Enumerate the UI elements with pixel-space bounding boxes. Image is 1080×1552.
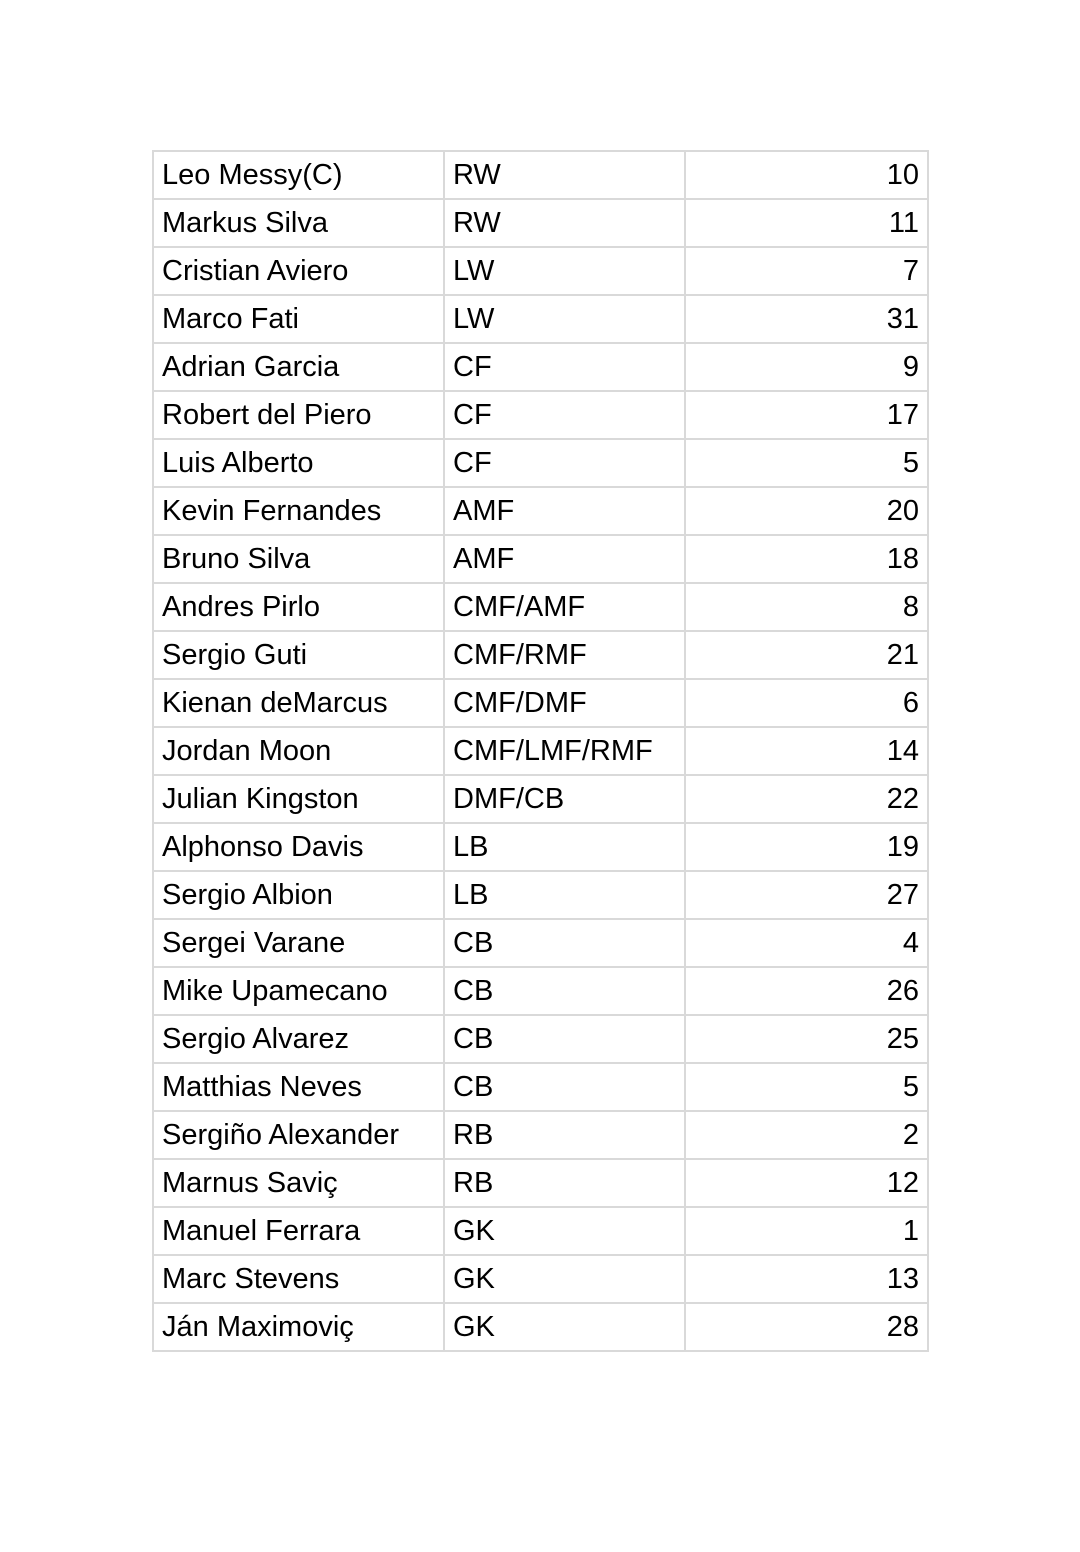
player-name-cell: Mike Upamecano — [153, 967, 444, 1015]
table-row — [153, 535, 928, 583]
table-row — [153, 679, 928, 727]
table-row — [153, 775, 928, 823]
player-name-cell: Sergio Alvarez — [153, 1015, 444, 1063]
shirt-number-cell: 18 — [685, 535, 928, 583]
position-cell: CMF/RMF — [444, 631, 685, 679]
shirt-number-cell: 10 — [685, 151, 928, 199]
table-row — [153, 151, 928, 199]
table-row — [153, 199, 928, 247]
roster-table — [152, 150, 929, 1352]
player-name-cell: Bruno Silva — [153, 535, 444, 583]
shirt-number-cell: 7 — [685, 247, 928, 295]
shirt-number-cell: 22 — [685, 775, 928, 823]
table-row — [153, 631, 928, 679]
table-row — [153, 1015, 928, 1063]
player-name-cell: Marco Fati — [153, 295, 444, 343]
shirt-number-cell: 8 — [685, 583, 928, 631]
roster-table-body — [153, 151, 928, 1351]
position-cell: RW — [444, 151, 685, 199]
position-cell: RB — [444, 1111, 685, 1159]
position-cell: GK — [444, 1207, 685, 1255]
position-cell: AMF — [444, 487, 685, 535]
table-row — [153, 1159, 928, 1207]
player-name-cell: Adrian Garcia — [153, 343, 444, 391]
player-name-cell: Sergio Albion — [153, 871, 444, 919]
player-name-cell: Kienan deMarcus — [153, 679, 444, 727]
table-row — [153, 1111, 928, 1159]
table-row — [153, 1255, 928, 1303]
table-row — [153, 295, 928, 343]
shirt-number-cell: 26 — [685, 967, 928, 1015]
position-cell: GK — [444, 1255, 685, 1303]
position-cell: RB — [444, 1159, 685, 1207]
table-row — [153, 439, 928, 487]
shirt-number-cell: 25 — [685, 1015, 928, 1063]
player-name-cell: Marnus Saviç — [153, 1159, 444, 1207]
shirt-number-cell: 14 — [685, 727, 928, 775]
player-name-cell: Kevin Fernandes — [153, 487, 444, 535]
table-row — [153, 727, 928, 775]
table-row — [153, 967, 928, 1015]
position-cell: AMF — [444, 535, 685, 583]
position-cell: DMF/CB — [444, 775, 685, 823]
shirt-number-cell: 9 — [685, 343, 928, 391]
shirt-number-cell: 20 — [685, 487, 928, 535]
position-cell: CMF/DMF — [444, 679, 685, 727]
shirt-number-cell: 13 — [685, 1255, 928, 1303]
shirt-number-cell: 31 — [685, 295, 928, 343]
position-cell: LW — [444, 247, 685, 295]
table-row — [153, 1207, 928, 1255]
shirt-number-cell: 4 — [685, 919, 928, 967]
table-row — [153, 1063, 928, 1111]
player-name-cell: Marc Stevens — [153, 1255, 444, 1303]
position-cell: CB — [444, 919, 685, 967]
position-cell: CF — [444, 391, 685, 439]
position-cell: CB — [444, 1015, 685, 1063]
player-name-cell: Sergio Guti — [153, 631, 444, 679]
shirt-number-cell: 2 — [685, 1111, 928, 1159]
position-cell: LB — [444, 823, 685, 871]
table-row — [153, 871, 928, 919]
shirt-number-cell: 17 — [685, 391, 928, 439]
player-name-cell: Matthias Neves — [153, 1063, 444, 1111]
position-cell: CF — [444, 343, 685, 391]
player-name-cell: Sergei Varane — [153, 919, 444, 967]
table-row — [153, 343, 928, 391]
table-row — [153, 247, 928, 295]
player-name-cell: Robert del Piero — [153, 391, 444, 439]
table-row — [153, 583, 928, 631]
player-name-cell: Markus Silva — [153, 199, 444, 247]
shirt-number-cell: 21 — [685, 631, 928, 679]
table-row — [153, 487, 928, 535]
player-name-cell: Alphonso Davis — [153, 823, 444, 871]
player-name-cell: Manuel Ferrara — [153, 1207, 444, 1255]
position-cell: LB — [444, 871, 685, 919]
player-name-cell: Luis Alberto — [153, 439, 444, 487]
position-cell: RW — [444, 199, 685, 247]
position-cell: CMF/AMF — [444, 583, 685, 631]
player-name-cell: Julian Kingston — [153, 775, 444, 823]
shirt-number-cell: 11 — [685, 199, 928, 247]
shirt-number-cell: 19 — [685, 823, 928, 871]
shirt-number-cell: 6 — [685, 679, 928, 727]
table-row — [153, 1303, 928, 1351]
position-cell: LW — [444, 295, 685, 343]
position-cell: CB — [444, 967, 685, 1015]
shirt-number-cell: 5 — [685, 439, 928, 487]
position-cell: CMF/LMF/RMF — [444, 727, 685, 775]
table-row — [153, 919, 928, 967]
player-name-cell: Ján Maximoviç — [153, 1303, 444, 1351]
position-cell: CF — [444, 439, 685, 487]
shirt-number-cell: 5 — [685, 1063, 928, 1111]
shirt-number-cell: 12 — [685, 1159, 928, 1207]
position-cell: CB — [444, 1063, 685, 1111]
player-name-cell: Andres Pirlo — [153, 583, 444, 631]
shirt-number-cell: 1 — [685, 1207, 928, 1255]
table-row — [153, 823, 928, 871]
player-name-cell: Sergiño Alexander — [153, 1111, 444, 1159]
position-cell: GK — [444, 1303, 685, 1351]
player-name-cell: Cristian Aviero — [153, 247, 444, 295]
player-name-cell: Jordan Moon — [153, 727, 444, 775]
player-name-cell: Leo Messy(C) — [153, 151, 444, 199]
shirt-number-cell: 27 — [685, 871, 928, 919]
table-row — [153, 391, 928, 439]
shirt-number-cell: 28 — [685, 1303, 928, 1351]
